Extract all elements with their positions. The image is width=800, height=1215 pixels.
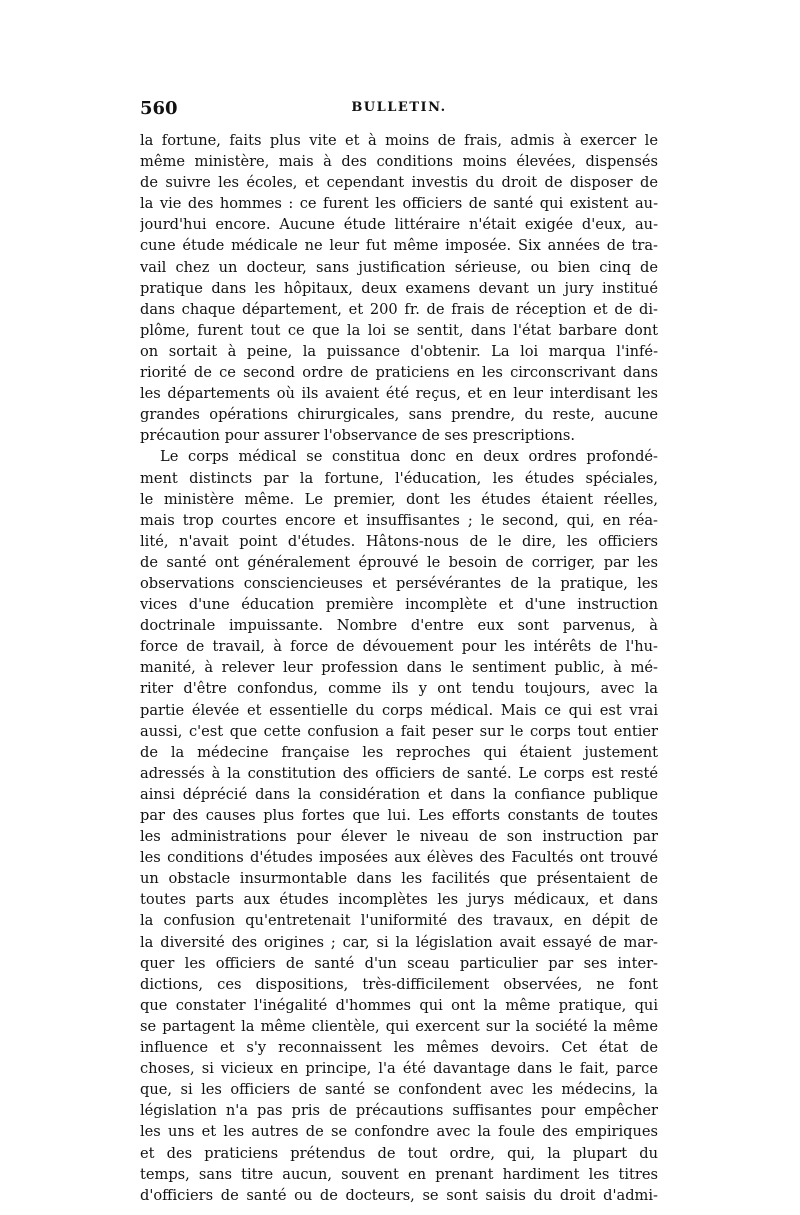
text-line: manité, à relever leur profession dans le sentiment public, à mé-	[140, 659, 658, 677]
text-line: pratique dans les hôpitaux, deux examens devant un jury institué	[140, 279, 658, 297]
text-line: toutes parts aux études incomplètes les jurys médicaux, et dans	[140, 891, 658, 909]
text-line: la vie des hommes : ce furent les officiers de santé qui existent au-	[140, 195, 658, 213]
text-line: quer les officiers de santé d'un sceau particulier par ses inter-	[140, 954, 658, 972]
text-line: temps, sans titre aucun, souvent en prenant hardiment les titres	[140, 1165, 658, 1183]
text-line: Le corps médical se constitua donc en deux ordres profondé-	[160, 448, 658, 466]
text-line: vices d'une éducation première incomplète et d'une instruction	[140, 596, 658, 614]
text-line: que constater l'inégalité d'hommes qui ont la même pratique, qui	[140, 996, 658, 1014]
text-line: vail chez un docteur, sans justification sérieuse, ou bien cinq de	[140, 258, 658, 276]
text-line: législation n'a pas pris de précautions suffisantes pour empêcher	[140, 1102, 658, 1120]
text-line: dictions, ces dispositions, très-difficilement observées, ne font	[140, 975, 658, 993]
text-line: que, si les officiers de santé se confondent avec les médecins, la	[140, 1081, 658, 1099]
text-line: observations consciencieuses et persévérantes de la pratique, les	[140, 574, 658, 592]
text-line: dans chaque département, et 200 fr. de frais de réception et de di-	[140, 300, 658, 318]
text-line: lité, n'avait point d'études. Hâtons-nous de le dire, les officiers	[140, 532, 658, 550]
text-line: choses, si vicieux en principe, l'a été davantage dans le fait, parce	[140, 1060, 658, 1078]
text-line: le ministère même. Le premier, dont les études étaient réelles,	[140, 490, 658, 508]
text-line: un obstacle insurmontable dans les facilités que présentaient de	[140, 870, 658, 888]
text-line: riorité de ce second ordre de praticiens en les circonscrivant dans	[140, 364, 658, 382]
text-line: la diversité des origines ; car, si la législation avait essayé de mar-	[140, 933, 658, 951]
text-line: de santé ont généralement éprouvé le besoin de corriger, par les	[140, 553, 658, 571]
text-line: la fortune, faits plus vite et à moins de frais, admis à exercer le	[140, 132, 658, 149]
text-line: ment distincts par la fortune, l'éducation, les études spéciales,	[140, 469, 658, 487]
text-line: même ministère, mais à des conditions moins élevées, dispensés	[140, 153, 658, 171]
text-line: précaution pour assurer l'observance de ses prescriptions.	[140, 427, 576, 445]
text-line: les uns et les autres de se confondre avec la foule des empiriques	[140, 1123, 658, 1141]
text-line: riter d'être confondus, comme ils y ont tendu toujours, avec la	[140, 680, 658, 698]
text-line: on sortait à peine, la puissance d'obtenir. La loi marqua l'infé-	[140, 342, 658, 360]
text-line: de suivre les écoles, et cependant investis du droit de disposer de	[140, 174, 658, 192]
body-text	[140, 130, 658, 1206]
text-line: et des praticiens prétendus de tout ordre, qui, la plupart du	[140, 1144, 658, 1162]
text-line: les départements où ils avaient été reçus, et en leur interdisant les	[140, 385, 658, 403]
text-line: plôme, furent tout ce que la loi se sentit, dans l'état barbare dont	[140, 321, 658, 339]
text-line: la confusion qu'entretenait l'uniformité des travaux, en dépit de	[140, 912, 658, 930]
running-head	[140, 98, 658, 122]
text-line: cune étude médicale ne leur fut même imposée. Six années de tra-	[140, 237, 658, 255]
text-line: adressés à la constitution des officiers de santé. Le corps est resté	[140, 764, 658, 782]
text-line: aussi, c'est que cette confusion a fait peser sur le corps tout entier	[140, 722, 658, 740]
text-line: les administrations pour élever le niveau de son instruction par	[140, 828, 658, 846]
text-line: influence et s'y reconnaissent les mêmes devoirs. Cet état de	[140, 1039, 658, 1057]
text-line: par des causes plus fortes que lui. Les efforts constants de toutes	[140, 807, 658, 824]
text-line: jourd'hui encore. Aucune étude littéraire n'était exigée d'eux, au-	[140, 216, 658, 234]
book-page	[140, 98, 658, 1206]
text-line: force de travail, à force de dévouement pour les intérêts de l'hu-	[140, 638, 658, 656]
text-line: mais trop courtes encore et insuffisantes ; le second, qui, en réa-	[140, 511, 658, 529]
text-line: ainsi déprécié dans la considération et dans la confiance publique	[140, 785, 658, 803]
running-title: BULLETIN.	[351, 100, 447, 115]
text-line: doctrinale impuissante. Nombre d'entre eux sont parvenus, à	[140, 617, 658, 635]
text-line: se partagent la même clientèle, qui exercent sur la société la même	[140, 1017, 658, 1035]
text-line: les conditions d'études imposées aux élèves des Facultés ont trouvé	[140, 849, 658, 867]
page-number: 560	[140, 98, 178, 119]
text-line: grandes opérations chirurgicales, sans prendre, du reste, aucune	[140, 406, 658, 424]
text-line: d'officiers de santé ou de docteurs, se sont saisis du droit d'admi-	[140, 1186, 658, 1204]
text-line: partie élevée et essentielle du corps médical. Mais ce qui est vrai	[140, 701, 658, 719]
text-line: de la médecine française les reproches qui étaient justement	[140, 743, 658, 761]
